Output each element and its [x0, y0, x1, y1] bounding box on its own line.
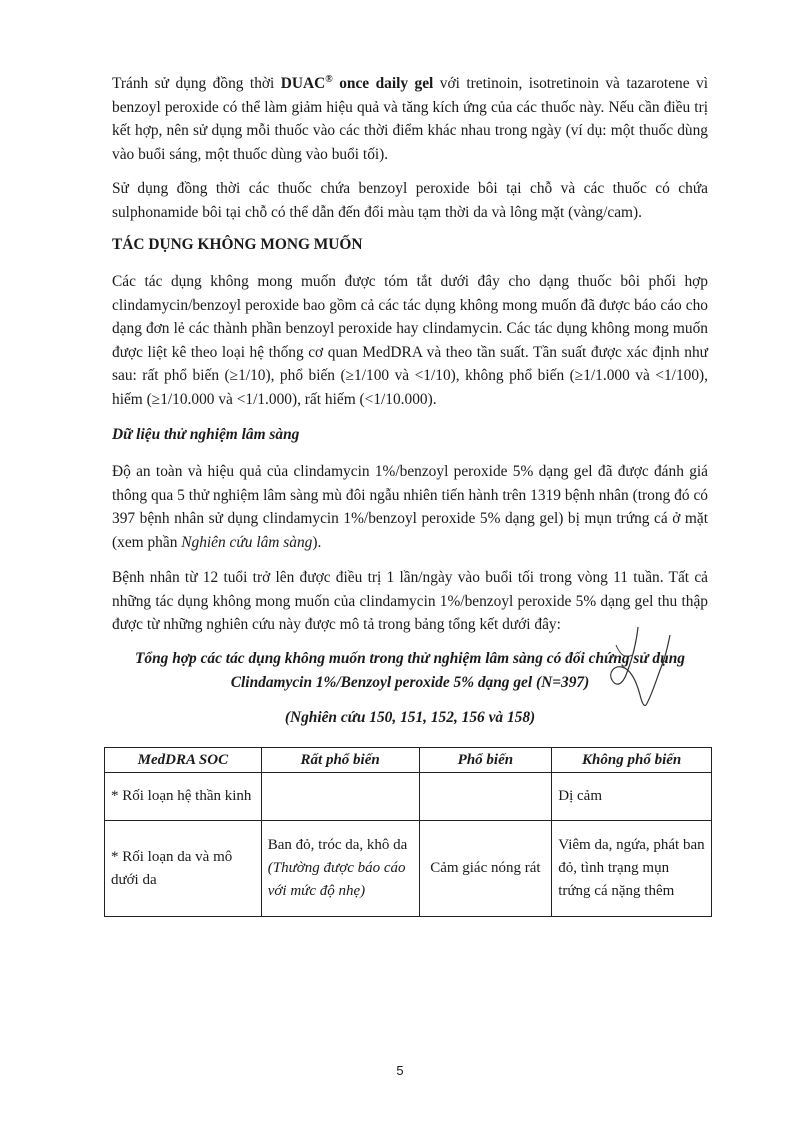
paragraph-patients: Bệnh nhân từ 12 tuổi trở lên được điều trị 1 lần/ngày vào buổi tối trong vòng 11 tuần. Tất cả những tác dụng không mong muốn của clindamycin 1%/benzoyl peroxide 5% dạng gel thu thập được từ những nghiên cứu này được mô tả trong bảng tổng kết dưới đây: [112, 569, 708, 633]
header-uncommon: Không phổ biến [552, 748, 712, 773]
cell-uncommon: Viêm da, ngứa, phát ban đỏ, tình trạng mụn trứng cá nặng thêm [552, 821, 712, 917]
italic-reference: Nghiên cứu lâm sàng [181, 533, 313, 551]
header-very-common: Rất phổ biến [261, 748, 419, 773]
handwritten-signature [596, 625, 676, 710]
cell-very-common: Ban đỏ, tróc da, khô da (Thường được báo cáo với mức độ nhẹ) [261, 821, 419, 917]
table-caption-line1: Tổng hợp các tác dụng không muốn trong thử nghiệm lâm sàng có đối chứng sử dụng [135, 650, 685, 667]
table-header-row [105, 748, 712, 773]
cell-common: Cảm giác nóng rát [419, 821, 552, 917]
paragraph-interactions [112, 68, 708, 166]
cell-common [419, 773, 552, 821]
table-caption-line3: (Nghiên cứu 150, 151, 152, 156 và 158) [284, 709, 536, 726]
cell-soc: * Rối loạn hệ thần kinh [105, 773, 262, 821]
table-row [105, 773, 712, 821]
header-common: Phổ biến [419, 748, 552, 773]
text-run: Tránh sử dụng đồng thời [112, 75, 281, 93]
cell-note: (Thường được báo cáo với mức độ nhẹ) [267, 860, 406, 899]
cell-soc: * Rối loạn da và mô dưới da [105, 821, 262, 917]
table-caption-line2: Clindamycin 1%/Benzoyl peroxide 5% dạng gel (N=397) [230, 674, 590, 691]
table-row [105, 821, 712, 917]
paragraph-sulphonamide: Sử dụng đồng thời các thuốc chứa benzoyl peroxide bôi tại chỗ và các thuốc có chứa sulphonamide bôi tại chỗ có thể dẫn đến đổi màu tạm thời da và lông mặt (vàng/cam). [112, 180, 708, 221]
cell-very-common [261, 773, 419, 821]
paragraph-adverse-summary: Các tác dụng không mong muốn được tóm tắt dưới đây cho dạng thuốc bôi phối hợp clindamycin/benzoyl peroxide bao gồm cả các tác dụng không mong muốn đã được báo cáo cho dạng đơn lẻ các thành phần benzoyl peroxide hay clindamycin. Các tác dụng không mong muốn được liệt kê theo loại hệ thống cơ quan MedDRA và theo tần suất. Tần suất được xác định như sau: rất phổ biến (≥1/10), phổ biến (≥1/100 và <1/10), không phổ biến (≥1/1.000 và <1/100), hiếm (≥1/10.000 và <1/1.000), rất hiếm (<1/10.000). [112, 273, 708, 408]
cell-uncommon: Dị cảm [552, 773, 712, 821]
section-heading-adverse-effects: TÁC DỤNG KHÔNG MONG MUỐN [112, 236, 363, 253]
page-number: 5 [396, 1063, 404, 1078]
text-run: với tretinoin, isotretinoin và tazarotene vì benzoyl peroxide có thể làm giảm hiệu quả và tăng kích ứng của các thuốc này. Nếu cần điều trị kết hợp, nên sử dụng mỗi thuốc vào các thời điểm khác nhau trong ngày (ví dụ: một thuốc dùng vào buổi sáng, một thuốc dùng vào buổi tối). [112, 75, 708, 163]
header-meddra-soc: MedDRA SOC [105, 748, 262, 773]
brand-name: DUAC® once daily gel [280, 74, 434, 93]
subheading-clinical-data: Dữ liệu thử nghiệm lâm sàng [112, 426, 300, 443]
adverse-effects-table [104, 747, 712, 917]
paragraph-clinical-trials: Độ an toàn và hiệu quả của clindamycin 1%/benzoyl peroxide 5% dạng gel đã được đánh giá thông qua 5 thử nghiệm lâm sàng mù đôi ngẫu nhiên tiến hành trên 1319 bệnh nhân (trong đó có 397 bệnh nhân sử dụng clindamycin 1%/benzoyl peroxide 5% dạng gel) bị mụn trứng cá ở mặt (xem phần Nghiên cứu lâm sàng). [112, 463, 708, 551]
